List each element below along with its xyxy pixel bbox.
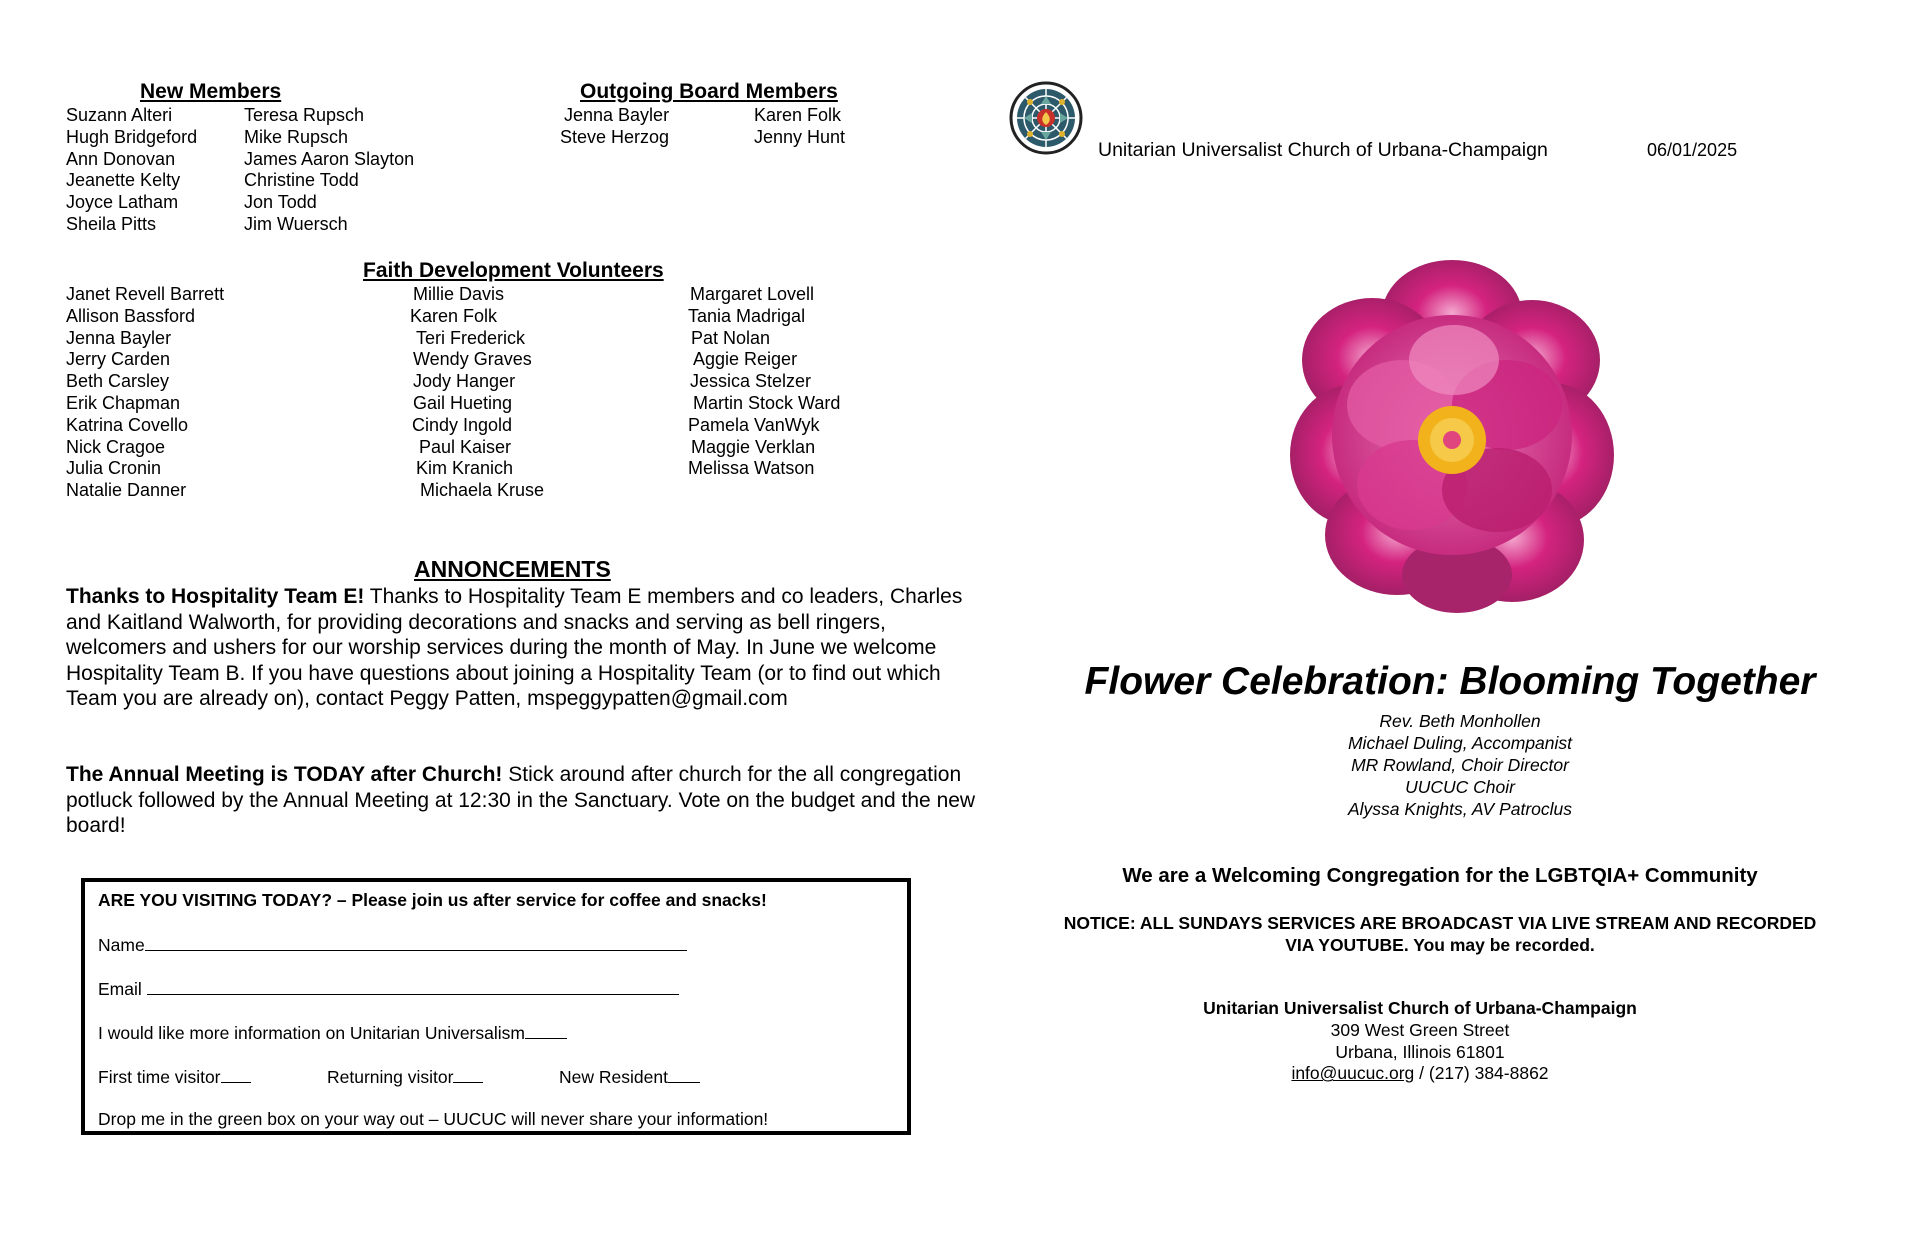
list-item: Margaret Lovell <box>690 284 815 304</box>
service-credits <box>1160 710 1760 820</box>
list-item: Natalie Danner <box>66 480 187 501</box>
announcements-heading: ANNONCEMENTS <box>414 556 611 582</box>
returning-visitor-row[interactable] <box>327 1066 483 1088</box>
faith-development-col-2 <box>410 284 545 502</box>
list-item: Katrina Covello <box>66 414 189 435</box>
email-field-row[interactable] <box>98 978 679 1000</box>
list-item: Pamela VanWyk <box>688 414 820 435</box>
announcement-lead: The Annual Meeting is TODAY after Church! <box>66 763 503 786</box>
first-time-visitor-row[interactable] <box>98 1066 251 1088</box>
list-item: Cindy Ingold <box>412 414 513 435</box>
new-members-col-1 <box>66 105 197 236</box>
faith-development-col-3 <box>688 284 840 480</box>
new-members-col-2 <box>244 105 414 236</box>
list-item: Julia Cronin <box>66 458 162 479</box>
visitor-card-title: ARE YOU VISITING TODAY? – Please join us after service for coffee and snacks! <box>98 890 767 910</box>
list-item: Jenna Bayler <box>564 105 670 125</box>
list-item: Melissa Watson <box>688 458 815 479</box>
church-logo <box>1008 80 1084 156</box>
church-name-header: Unitarian Universalist Church of Urbana-Champaign <box>1098 139 1548 161</box>
list-item: Suzann Alteri <box>66 105 173 125</box>
welcoming-congregation-statement: We are a Welcoming Congregation for the LGBTQIA+ Community <box>1122 864 1758 887</box>
list-item: Jody Hanger <box>413 371 516 392</box>
outgoing-board-heading: Outgoing Board Members <box>580 80 838 103</box>
visitor-card-footer: Drop me in the green box on your way out – UUCUC will never share your information! <box>98 1109 769 1129</box>
list-item: Christine Todd <box>244 170 359 191</box>
list-item: Maggie Verklan <box>691 436 816 457</box>
first-time-visitor-field[interactable] <box>221 1066 251 1083</box>
address-church-name: Unitarian Universalist Church of Urbana-Champaign <box>1203 998 1637 1018</box>
announcement-body: Thanks to Hospitality Team E members and co leaders, Charles and Kaitland Walworth, for providing decorations and snacks and serving as bell ringers, welcomers and ushers for our worship services during the month of May. In June we welcome Hospitality Team B. If you have questions about joining a Hospitality Team (or to find out which Team you are already on), contact Peggy Patten, mspeggypatten@gmail.com <box>66 585 963 711</box>
credit-line: Alyssa Knights, AV Patroclus <box>1347 799 1573 819</box>
list-item: Mike Rupsch <box>244 126 349 147</box>
list-item: Joyce Latham <box>66 192 179 213</box>
visitor-card <box>81 878 911 1135</box>
list-item: Jenna Bayler <box>66 327 172 348</box>
phone-number: / (217) 384-8862 <box>1414 1063 1549 1084</box>
info-request-field[interactable] <box>525 1022 567 1039</box>
list-item: Tania Madrigal <box>688 305 806 326</box>
church-address <box>1120 998 1720 1085</box>
list-item: Millie Davis <box>413 284 505 304</box>
faith-development-heading: Faith Development Volunteers <box>363 259 664 282</box>
list-item: Wendy Graves <box>413 349 532 370</box>
notice-line-2: VIA YOUTUBE. You may be recorded. <box>1285 935 1595 955</box>
list-item: Gail Hueting <box>413 392 513 413</box>
list-item: Sheila Pitts <box>66 213 157 234</box>
list-item: Teri Frederick <box>416 327 526 348</box>
faith-development-col-1 <box>66 284 224 502</box>
list-item: Erik Chapman <box>66 392 181 413</box>
list-item: Nick Cragoe <box>66 436 166 457</box>
bulletin-date: 06/01/2025 <box>1647 140 1738 160</box>
list-item: Allison Bassford <box>66 305 196 326</box>
announcement-annual-meeting <box>66 762 981 839</box>
list-item: Karen Folk <box>410 305 498 326</box>
name-field[interactable] <box>145 934 687 951</box>
credit-line: MR Rowland, Choir Director <box>1351 755 1569 775</box>
info-request-label: I would like more information on Unitarian Universalism <box>98 1023 525 1043</box>
email-link[interactable]: info@uucuc.org <box>1291 1063 1415 1084</box>
list-item: Steve Herzog <box>560 126 670 147</box>
info-request-row[interactable] <box>98 1022 567 1044</box>
announcement-hospitality <box>66 584 981 712</box>
outgoing-board-col-1 <box>560 105 669 149</box>
list-item: Teresa Rupsch <box>244 105 365 125</box>
address-contact <box>1120 1063 1720 1085</box>
list-item: Kim Kranich <box>416 458 514 479</box>
list-item: Jenny Hunt <box>754 126 846 147</box>
list-item: Aggie Reiger <box>693 349 798 370</box>
outgoing-board-col-2 <box>754 105 845 149</box>
list-item: Martin Stock Ward <box>693 392 841 413</box>
flower-center <box>1418 406 1486 474</box>
address-street: 309 West Green Street <box>1330 1019 1510 1040</box>
list-item: Jon Todd <box>244 192 317 213</box>
list-item: Karen Folk <box>754 105 842 125</box>
credit-line: Rev. Beth Monhollen <box>1379 711 1541 731</box>
notice-line-1: NOTICE: ALL SUNDAYS SERVICES ARE BROADCAST VIA LIVE STREAM AND RECORDED <box>1063 913 1817 933</box>
first-time-visitor-label: First time visitor <box>98 1067 221 1087</box>
list-item: Jim Wuersch <box>244 213 348 234</box>
list-item: Janet Revell Barrett <box>66 284 225 304</box>
new-resident-row[interactable] <box>559 1066 700 1088</box>
email-label: Email <box>98 979 142 999</box>
list-item: Hugh Bridgeford <box>66 126 198 147</box>
returning-visitor-field[interactable] <box>453 1066 483 1083</box>
address-city: Urbana, Illinois 61801 <box>1335 1041 1505 1062</box>
list-item: James Aaron Slayton <box>244 148 415 169</box>
name-label: Name <box>98 935 145 955</box>
credit-line: UUCUC Choir <box>1405 777 1515 797</box>
list-item: Jeanette Kelty <box>66 170 181 191</box>
new-resident-label: New Resident <box>559 1067 668 1087</box>
peony-flower-image <box>1282 255 1622 615</box>
returning-visitor-label: Returning visitor <box>327 1067 454 1087</box>
list-item: Pat Nolan <box>691 327 771 348</box>
email-field[interactable] <box>147 978 679 995</box>
list-item: Jessica Stelzer <box>690 371 812 392</box>
service-title: Flower Celebration: Blooming Together <box>1084 660 1816 703</box>
list-item: Beth Carsley <box>66 371 170 392</box>
list-item: Jerry Carden <box>66 349 171 370</box>
list-item: Ann Donovan <box>66 148 176 169</box>
name-field-row[interactable] <box>98 934 687 956</box>
announcement-lead: Thanks to Hospitality Team E! <box>66 585 365 608</box>
list-item: Michaela Kruse <box>420 480 545 501</box>
new-resident-field[interactable] <box>668 1066 700 1083</box>
new-members-heading: New Members <box>140 80 282 103</box>
broadcast-notice <box>990 912 1890 956</box>
credit-line: Michael Duling, Accompanist <box>1347 733 1573 753</box>
announcement-body: Stick around after church for the all congregation potluck followed by the Annual Meeting at 12:30 in the Sanctuary. Vote on the budget and the new board! <box>66 763 976 838</box>
list-item: Paul Kaiser <box>419 436 512 457</box>
